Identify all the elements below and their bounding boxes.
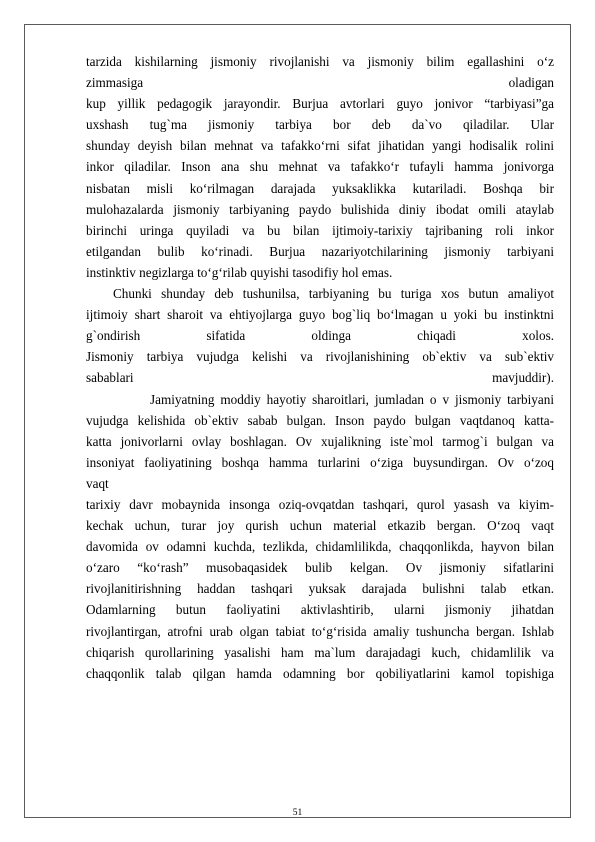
text-line: Jamiyatning moddiy hayotiy sharoitlari, jumladan o v jismoniy tarbiyani: [150, 391, 554, 407]
text-line: o‘zaro “ko‘rash” musobaqasidek bulib kelgan. Ov jismoniy sifatlarini: [86, 560, 554, 576]
text-line: chaqqonlik talab qilgan hamda odamning bor qobiliyatlarini kamol topishiga: [86, 665, 554, 681]
text-line: davomida ov odamni kuchda, tezlikda, chidamlilikda, chaqqonlikda, hayvon bilan: [86, 539, 554, 555]
text-line: insoniyat faoliyatining boshqa hamma turlarini o‘ziga buysundirgan. Ov o‘zoq: [86, 454, 554, 470]
text-line: g`ondirish sifatida oldinga chiqadi xolos.: [86, 328, 554, 344]
text-line: Odamlarning butun faoliyatini aktivlashtirib, ularni jismoniy jihatdan: [86, 602, 554, 618]
text-line: ijtimoiy shart sharoit va ehtiyojlarga guyo bog`liq bo‘lmagan u yoki bu instinktni: [86, 307, 554, 323]
text-line: inkor qiladilar. Inson ana shu mehnat va tafakko‘r tufayli hamma jonivorga: [86, 159, 554, 175]
text-line: tarixiy davr mobaynida insonga oziq-ovqatdan tashqari, qurol yasash va kiyim-: [86, 496, 554, 512]
text-line: katta jonivorlarni ovlay boshlagan. Ov xujalikning iste`mol tarmog`i bulgan va: [86, 433, 554, 449]
text-line: instinktiv negizlarga to‘g‘rilab quyishi tasodifiy hol emas.: [86, 264, 393, 280]
text-line: zimmasiga oladigan: [86, 75, 554, 91]
text-line: vujudga kelishida ob`ektiv sabab bulgan. Inson paydo bulgan vaqtdanoq katta-: [86, 412, 554, 428]
text-line: chiqarish qurollarining yasalishi ham ma`lum darajadagi kuch, chidamlilik va: [86, 644, 554, 660]
text-line: uxshash tug`ma jismoniy tarbiya bor deb da`vo qiladilar. Ular: [86, 117, 554, 133]
text-line: nisbatan misli ko‘rilmagan darajada yuksaklikka kutariladi. Boshqa bir: [86, 180, 554, 196]
text-line: tarzida kishilarning jismoniy rivojlanishi va jismoniy bilim egallashini o‘z: [86, 54, 554, 69]
text-line: kup yillik pedagogik jarayondir. Burjua avtorlari guyo jonivor “tarbiyasi”ga: [86, 96, 554, 112]
text-line: rivojlanitirishning haddan tashqari yuksak darajada bulishni talab etkan.: [86, 581, 554, 597]
text-line: kechak uchun, turar joy qurish uchun material etkazib bergan. O‘zoq vaqt: [86, 518, 554, 534]
text-line: etilgandan bulib ko‘rinadi. Burjua nazariyotchilarining jismoniy tarbiyani: [86, 243, 554, 259]
text-line: shunday deyish bilan mehnat va tafakko‘rni sifat jihatidan yangi hodisalik rolini: [86, 138, 554, 154]
text-line: mulohazalarda jismoniy tarbiyaning paydo bulishida diniy ibodat omili ataylab: [86, 201, 554, 217]
text-line: Chunki shunday deb tushunilsa, tarbiyaning bu turiga xos butun amaliyot: [113, 286, 554, 302]
text-line: vaqt: [86, 475, 109, 491]
text-line: Jismoniy tarbiya vujudga kelishi va rivojlanishining ob`ektiv va sub`ektiv: [86, 349, 554, 365]
text-line: sabablari mavjuddir).: [86, 370, 554, 386]
body-text: [86, 51, 554, 684]
text-line: birinchi uringa quyiladi va bu bilan ijtimoiy-tarixiy tajribaning roli inkor: [86, 222, 554, 238]
text-line: rivojlantirgan, atrofni urab olgan tabiat to‘g‘risida amaliy tushuncha bergan. Ishlab: [86, 623, 554, 639]
page-number: 51: [292, 808, 303, 818]
